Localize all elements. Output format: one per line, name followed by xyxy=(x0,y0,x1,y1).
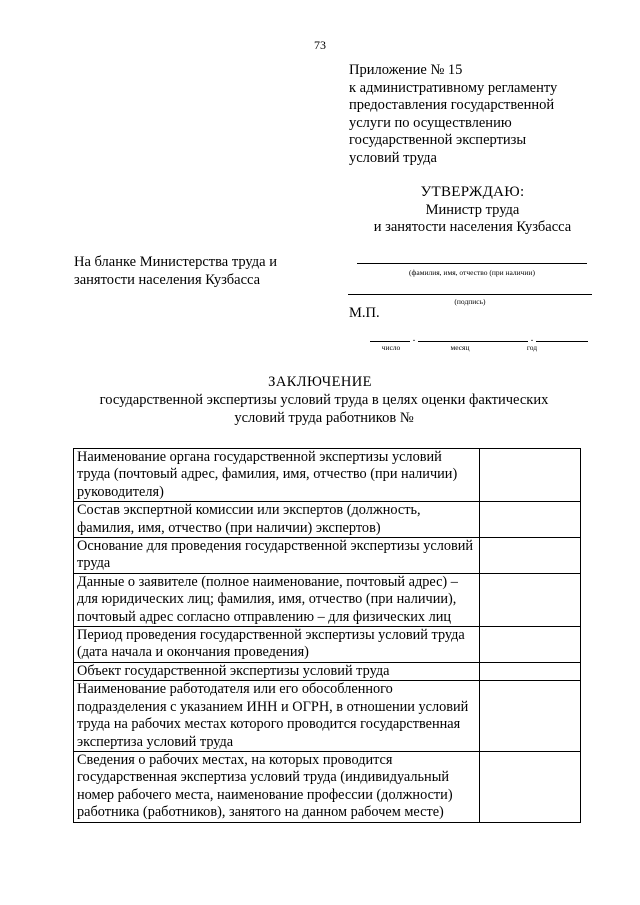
row-value-cell[interactable] xyxy=(479,573,580,626)
name-caption: (фамилия, имя, отчество (при наличии) xyxy=(409,268,535,277)
row-label: Наименование работодателя или его обособленного подразделения с указанием ИНН и ОГРН, в отношении условий труда на рабочих местах которого проводится государственная экспертиза условий труда xyxy=(74,681,480,752)
letterhead-note xyxy=(74,254,334,289)
approval-line: и занятости населения Кузбасса xyxy=(373,219,572,235)
date-separator: . xyxy=(530,332,534,344)
row-value-cell[interactable] xyxy=(479,502,580,538)
name-signature-line xyxy=(357,263,587,264)
table-row xyxy=(74,627,581,663)
approval-title: УТВЕРЖДАЮ: xyxy=(420,184,525,200)
row-label: Наименование органа государственной экспертизы условий труда (почтовый адрес, фамилия, имя, отчество (при наличии) руководителя) xyxy=(74,449,480,502)
approval-block xyxy=(340,184,605,237)
row-value-cell[interactable] xyxy=(479,662,580,680)
date-year-caption: год xyxy=(526,343,538,352)
page-number: 73 xyxy=(314,38,326,52)
row-label: Сведения о рабочих местах, на которых проводится государственная экспертиза условий труда (индивидуальный номер рабочего места, наименование профессии (должности) работника (работников), занятого на данном рабочем месте) xyxy=(74,751,480,822)
document-title: ЗАКЛЮЧЕНИЕ xyxy=(268,374,372,390)
date-month-caption: месяц xyxy=(450,343,470,352)
table-row xyxy=(74,662,581,680)
signature-line xyxy=(348,294,592,295)
row-label: Данные о заявителе (полное наименование, почтовый адрес) – для юридических лиц; фамилия, имя, отчество (при наличии), почтовый адрес согласно отправлению – для физических лиц xyxy=(74,573,480,626)
row-label: Состав экспертной комиссии или экспертов (должность, фамилия, имя, отчество (при наличии) экспертов) xyxy=(74,502,480,538)
row-value-cell[interactable] xyxy=(479,751,580,822)
date-separator: . xyxy=(412,332,416,344)
table-row xyxy=(74,502,581,538)
date-day-line xyxy=(370,341,410,342)
letterhead-line: На бланке Министерства труда и xyxy=(74,254,277,270)
table-row xyxy=(74,449,581,502)
document-subtitle xyxy=(74,392,574,427)
date-month-line xyxy=(418,341,528,342)
subtitle-line: государственной экспертизы условий труда в целях оценки фактических xyxy=(99,392,549,408)
row-value-cell[interactable] xyxy=(479,449,580,502)
letterhead-line: занятости населения Кузбасса xyxy=(74,271,261,288)
stamp-label: М.П. xyxy=(349,305,380,321)
row-label: Основание для проведения государственной экспертизы условий труда xyxy=(74,538,480,574)
row-label: Объект государственной экспертизы условий труда xyxy=(74,662,480,680)
date-year-line xyxy=(536,341,588,342)
appendix-line: предоставления государственной xyxy=(349,97,555,113)
appendix-line: государственной экспертизы xyxy=(349,132,527,148)
conclusion-table xyxy=(73,448,581,823)
appendix-line: услуги по осуществлению xyxy=(349,114,512,131)
appendix-line: Приложение № 15 xyxy=(349,62,463,78)
table-row xyxy=(74,681,581,752)
row-value-cell[interactable] xyxy=(479,538,580,574)
appendix-header xyxy=(349,62,609,167)
table-row xyxy=(74,573,581,626)
date-day-caption: число xyxy=(381,343,401,352)
table-row xyxy=(74,751,581,822)
row-value-cell[interactable] xyxy=(479,627,580,663)
table-row xyxy=(74,538,581,574)
row-value-cell[interactable] xyxy=(479,681,580,752)
subtitle-line: условий труда работников № xyxy=(234,409,414,426)
row-label: Период проведения государственной экспертизы условий труда (дата начала и окончания проведения) xyxy=(74,627,480,663)
appendix-line: условий труда xyxy=(349,149,437,166)
approval-line: Министр труда xyxy=(425,201,520,218)
signature-caption: (подпись) xyxy=(454,297,486,306)
appendix-line: к административному регламенту xyxy=(349,79,558,96)
